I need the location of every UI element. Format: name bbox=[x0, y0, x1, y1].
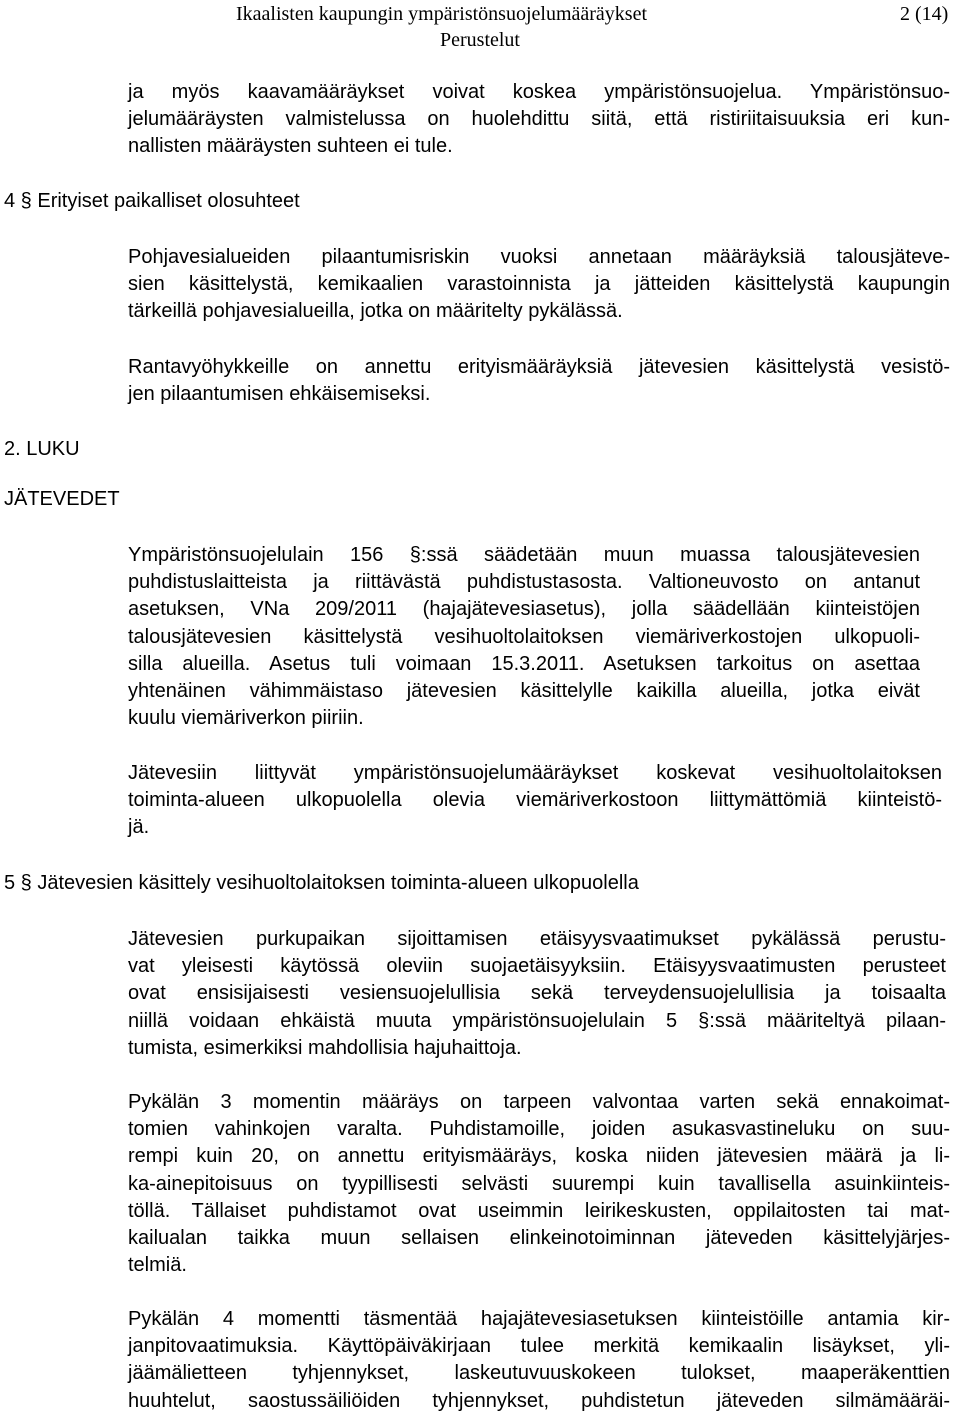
section-5-paragraph-2 bbox=[128, 1089, 950, 1279]
text-line: kuulu viemäriverkon piiriin. bbox=[128, 707, 364, 730]
text-line: tärkeillä pohjavesialueilla, jotka on määritelty pykälässä. bbox=[128, 300, 623, 323]
text-line: jäämälietteen tyhjennykset, laskeutuvuuskokeen tulokset, maaperäkenttien bbox=[128, 1362, 950, 1385]
text-line: kailualan taikka muun sellaisen elinkeinotoiminnan jäteveden käsittelyjärjes- bbox=[128, 1227, 950, 1250]
text-line: nallisten määräysten suhteen ei tule. bbox=[128, 135, 453, 158]
text-line: tomien vahinkojen varalta. Puhdistamoille, joiden asukasvastineluku on suu- bbox=[128, 1118, 950, 1141]
section-5-paragraph-1 bbox=[128, 926, 946, 1062]
text-line: ka-ainepitoisuus on tyypillisesti selvästi suurempi kuin tavallisella asuinkiinteis- bbox=[128, 1172, 950, 1195]
text-line: Jätevesien purkupaikan sijoittamisen etäisyysvaatimukset pykälässä perustu- bbox=[128, 928, 946, 950]
text-line: huuhtelut, saostussäiliöiden tyhjennykset, puhdistetun jäteveden silmämääräi- bbox=[128, 1389, 950, 1412]
text-line: rempi kuin 20, on annettu erityismääräys, koska niiden jätevesien määrä ja li- bbox=[128, 1145, 950, 1168]
page-number: 2 (14) bbox=[900, 3, 949, 25]
text-line: sien käsittelystä, kemikaalien varastoinnista ja jätteiden käsittelystä kaupungin bbox=[128, 273, 950, 296]
text-line: janpitovaatimuksia. Käyttöpäiväkirjaan tulee merkitä kemikaalin lisäykset, yli- bbox=[128, 1335, 950, 1358]
text-line: Pykälän 4 momentti täsmentää hajajätevesiasetuksen kiinteistöille antamia kir- bbox=[128, 1308, 950, 1330]
text-line: telmiä. bbox=[128, 1254, 187, 1277]
text-line: Pohjavesialueiden pilaantumisriskin vuoksi annetaan määräyksiä talousjäteve- bbox=[128, 246, 950, 268]
text-line: Ympäristönsuojelulain 156 §:ssä säädetään muun muassa talousjätevesien bbox=[128, 544, 920, 566]
header-title: Ikaalisten kaupungin ympäristönsuojelumääräykset bbox=[236, 3, 648, 25]
text-line: vat yleisesti käytössä oleviin suojaetäisyyksiin. Etäisyysvaatimusten perusteet bbox=[128, 955, 946, 978]
header-subtitle: Perustelut bbox=[440, 29, 520, 51]
section-4-heading: 4 § Erityiset paikalliset olosuhteet bbox=[4, 190, 300, 212]
text-line: Pykälän 3 momentin määräys on tarpeen valvontaa varten sekä ennakoimat- bbox=[128, 1091, 950, 1113]
text-line: ja myös kaavamääräykset voivat koskea ympäristönsuojelua. Ympäristönsuo- bbox=[128, 81, 950, 103]
text-line: tumista, esimerkiksi mahdollisia hajuhaittoja. bbox=[128, 1036, 522, 1059]
text-line: niillä voidaan ehkäistä muuta ympäristönsuojelulain 5 §:ssä määriteltyä pilaan- bbox=[128, 1009, 946, 1032]
text-line: puhdistuslaitteista ja riittävästä puhdistustasosta. Valtioneuvosto on antanut bbox=[128, 571, 920, 594]
chapter-label: 2. LUKU bbox=[4, 438, 80, 460]
section-5-paragraph-3 bbox=[128, 1306, 950, 1415]
section-4-paragraph-1 bbox=[128, 244, 950, 326]
text-line: jelumääräysten valmistelussa on huolehdittu siitä, että ristiriitaisuuksia eri kun- bbox=[128, 108, 950, 131]
section-5-heading: 5 § Jätevesien käsittely vesihuoltolaitoksen toiminta-alueen ulkopuolella bbox=[4, 872, 639, 894]
text-line: jen pilaantumisen ehkäisemiseksi. bbox=[128, 383, 431, 406]
text-line: ovat ensisijaisesti vesiensuojelullisia sekä terveydensuojelullisia ja toisaalta bbox=[128, 982, 946, 1005]
text-line: silla alueilla. Asetus tuli voimaan 15.3.2011. Asetuksen tarkoitus on asettaa bbox=[128, 652, 920, 675]
text-line: jä. bbox=[128, 816, 150, 839]
intro-paragraph bbox=[128, 79, 950, 161]
text-line: talousjätevesien käsittelystä vesihuoltolaitoksen viemäriverkostojen ulkopuoli- bbox=[128, 625, 920, 648]
text-line: yhtenäinen vähimmäistaso jätevesien käsittelylle kaikilla alueilla, jotka eivät bbox=[128, 680, 920, 703]
text-line: asetuksen, VNa 209/2011 (hajajätevesiasetus), jolla säädellään kiinteistöjen bbox=[128, 598, 920, 621]
text-line: toiminta-alueen ulkopuolella olevia viemäriverkostoon liittymättömiä kiinteistö- bbox=[128, 789, 942, 812]
text-line: Jätevesiin liittyvät ympäristönsuojelumääräykset koskevat vesihuoltolaitoksen bbox=[128, 762, 942, 784]
chapter-2-paragraph-1 bbox=[128, 542, 920, 732]
text-line: töllä. Tällaiset puhdistamot ovat useimmin leirikeskusten, oppilaitosten tai mat- bbox=[128, 1199, 950, 1222]
text-line: Rantavyöhykkeille on annettu erityismääräyksiä jätevesien käsittelystä vesistö- bbox=[128, 356, 950, 378]
chapter-title: JÄTEVEDET bbox=[4, 488, 120, 510]
section-4-paragraph-2 bbox=[128, 354, 950, 408]
chapter-2-paragraph-2 bbox=[128, 760, 942, 842]
